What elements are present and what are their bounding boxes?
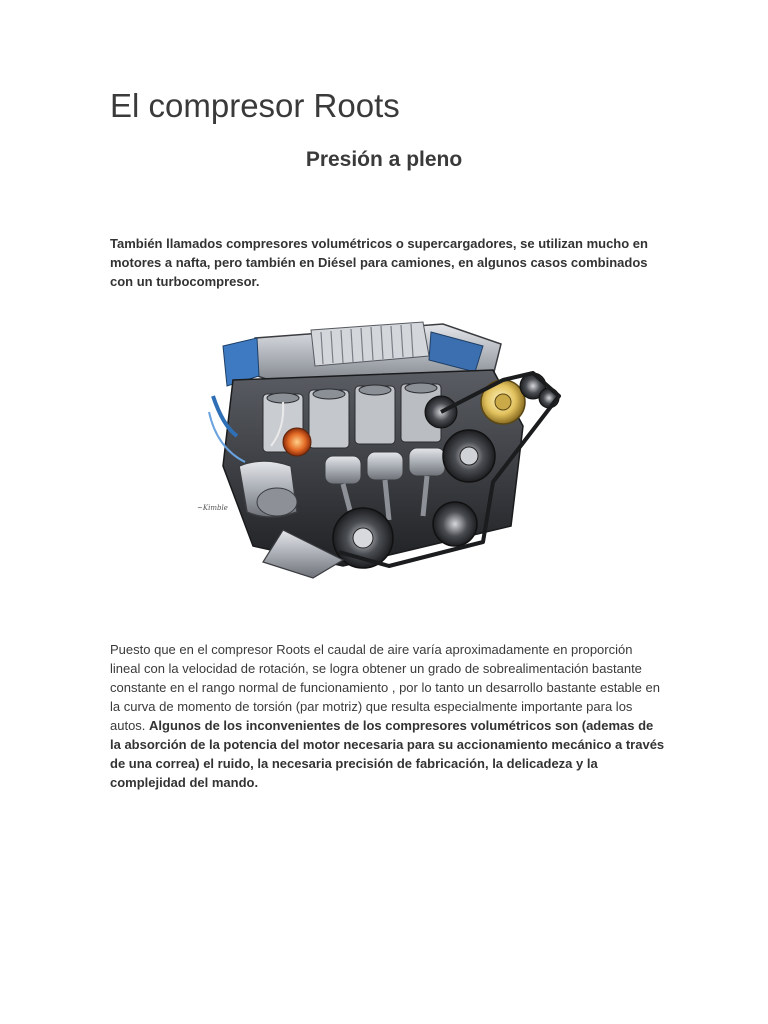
page-subtitle: Presión a pleno xyxy=(305,148,463,171)
body-bold-text: Algunos de los inconvenientes de los compresores volumétricos son (ademas de la absorción de la potencia del motor necesaria para su accionamiento mecánico a través de una correa) el ruido, la necesaria precisión de fabricación, la delicadeza y la complejidad del mando. xyxy=(110,718,665,790)
artist-signature: ~Kimble xyxy=(197,504,228,512)
engine-illustration-icon xyxy=(193,316,577,588)
page-title: El compresor Roots xyxy=(110,87,400,124)
engine-illustration xyxy=(193,316,577,588)
intro-paragraph: También llamados compresores volumétricos o supercargadores, se utilizan mucho en motores a nafta, pero también en Diésel para camiones, en algunos casos combinados con un turbocompresor. xyxy=(110,236,648,289)
body-plain-text: Puesto que en el compresor Roots el caudal de aire varía aproximadamente en proporción lineal con la velocidad de rotación, se logra obtener un grado de sobrealimentación bastante constante en el rango normal de funcionamiento , por lo tanto un desarrollo bastante estable en la curva de momento de torsión (par motriz) que resulta especialmente importante para los autos. xyxy=(110,642,660,733)
body-paragraph xyxy=(110,640,666,792)
